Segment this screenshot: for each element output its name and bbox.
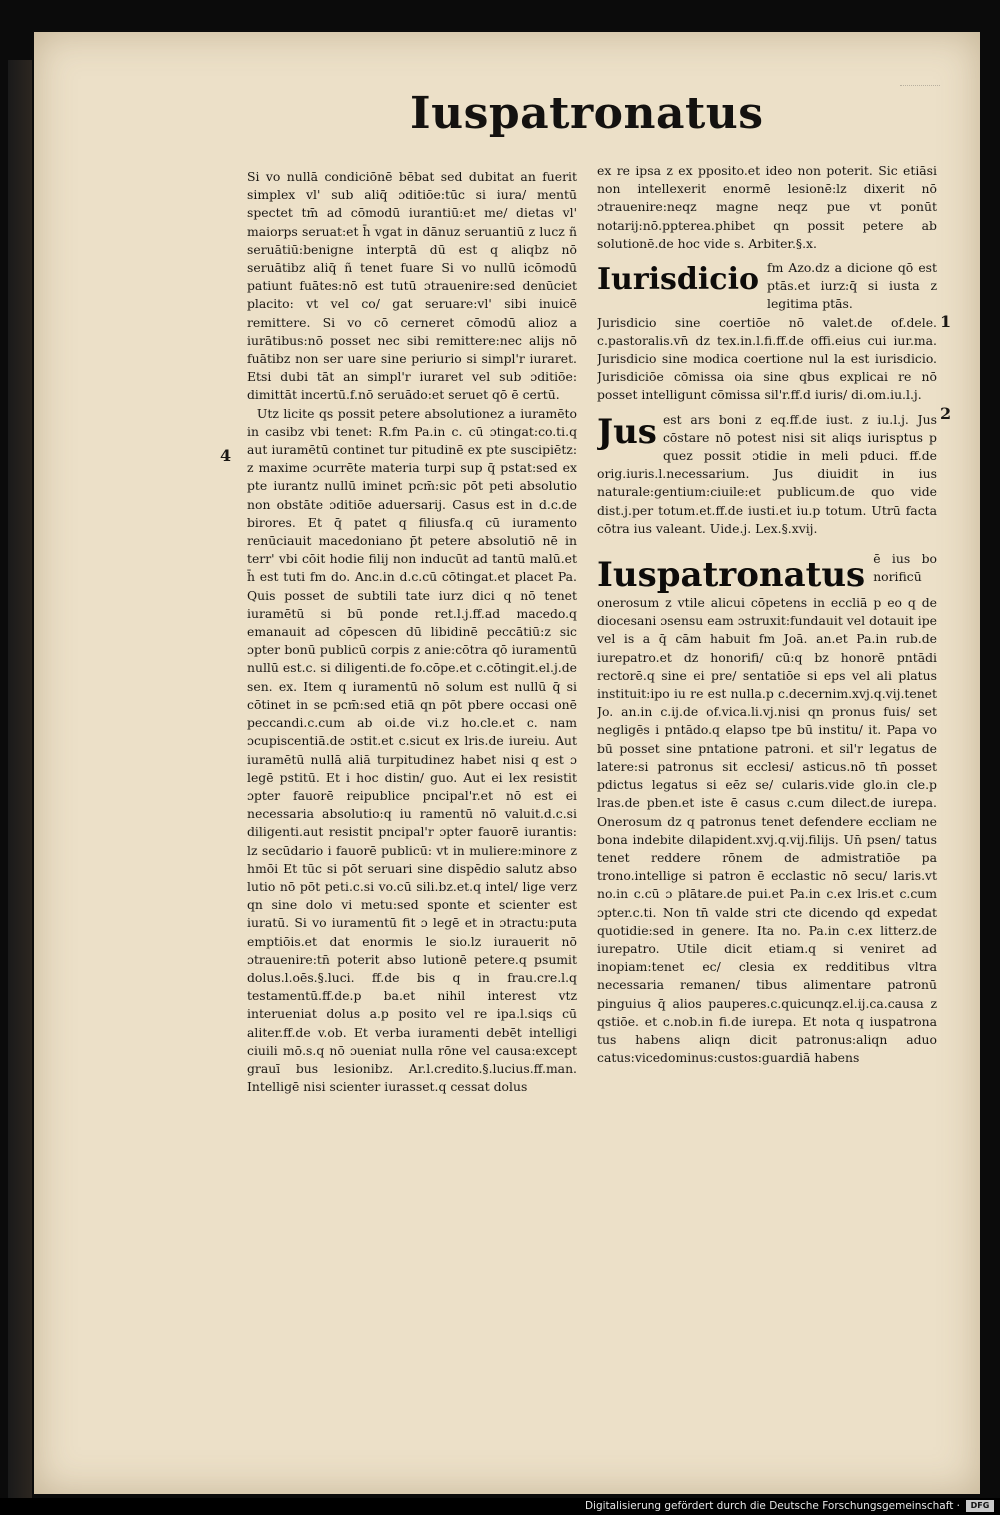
left-column [247, 168, 577, 1248]
entry-body: onerosum z vtile alicui cōpetens in eccliā p eo q de diocesani ɔsensu eam ɔstruxit:fundauit vel dotauit ipe vel is a q̄ cām habuit fm Joā. an.et Pa.in rub.de iurepatro.et dz honorifi/ cū:q bz honorē pntādi rectorē.q sine ei pre/ sentatiōe si eps vel ali platus instituit:ipo iu re est nulla.p c.decernim.xvj.q.vij.tenet Jo. an.in c.ij.de of.vica.li.vj.nisi qn pronus fuis/ set negligēs i pntādo.q elapso tpe bū institu/ it. Papa vo bū posset sine pntatione patroni. et sil'r legatus de latere:si patronus sit ecclesi/ asticus.nō tn̄ posset pdictus legatus si eēz se/ cularis.vide glo.in cle.p lras.de pben.et iste ē casus c.cum dilect.de iurepa. Onerosum dz q patronus tenet defendere eccliam ne bona indebite dilapident.xvj.q.vij.filijs. Un̄ psen/ tatus tenet reddere rōnem de admistratiōe pa trono.intellige si patron ē ecclastic nō secu/ laris.vt no.in c.cū ɔ plātare.de pui.et Pa.in c.ex lris.et c.cum ɔpter.c.ti. Non tn̄ valde stri cte dicendo qd expedat quotidie:sed in genere. Ita no. Pa.in c.ex litterz.de iurepatro. Utile dicit etiam.q si veniret ad inopiam:tenet ec/ clesia ex redditibus vltra necessaria remanen/ tibus alimentare patronū pinguius q̄ alios pauperes.c.quicunqz.el.ij.ca.causa z qstiōe. et c.nob.in fi.de iurepa. Et nota q iuspatrona tus habens aliqn dicit patronus:aliqn aduo catus:vicedominus:custos:guardiā habens [597, 595, 937, 1066]
marginal-number-4: 4 [220, 446, 232, 465]
left-paragraph-2: Utz licite qs possit petere absolutionez a iuramēto in casibz vbi tenet: R.fm Pa.in c. cū ɔtingat:co.ti.q aut iuramētū continet tur pitudinē ex pte suscipiētz: z maxime ɔcurrēte materia turpi sup q̄ pstat:sed ex pte iurantz nullū iminet pcm̄:sic pōt peti absolutio non obstāte ɔditiōe aduersarij. Casus est in d.c.de birores. Et q̄ patet q filiusfa.q cū iuramento renūciauit macedoniano p̄t petere absolutiō nē in terr' vbi cōit hodie filij non inducūt ad tantū malū.et h̄ est tuti fm do. Anc.in d.c.cū cōtingat.et placet Pa. Quis posset de subtili tate iurz dici q nō tenet iuramētū si bū ponde ret.l.j.ff.ad macedo.q emanauit ad cōpescen dū libidinē peccātiū:z sic ɔpter bonū publicū corpis z anie:cōtra qō iuramentū nullū est.c. si diligenti.de fo.cōpe.et c.cōtingit.el.j.de sen. ex. Item q iuramentū nō solum est nullū q̄ si cōtinet in se pcm̄:sed etiā qn pōt pbere occasi onē peccandi.c.cum ab oi.de vi.z ho.cle.et c. nam ɔcupiscentiā.de ɔstit.et c.sicut ex lris.de iureiu. Aut iuramētū nullā aliā turpitudinez habet nisi q est ɔ legē pstitū. Et i hoc distin/ guo. Aut ei lex resistit ɔpter fauorē reipublice pncipal'r.et nō est ei necessaria absolutio:q iu ramentū nō valuit.d.c.si diligenti.aut resistit pncipal'r ɔpter fauorē iurantis: lz secūdario i fauorē publicū: vt in muliere:minore z hmōi Et tūc si pōt seruari sine dispēdio salutz abso lutio nō pōt peti.c.si vo.cū sili.bz.et.q intel/ lige verz qn sine dolo vi metu:sed sponte et scienter est iuratū. Si vo iuramentū fit ɔ legē et in ɔtractu:puta emptiōis.et dat enormis le sio.lz iurauerit nō ɔtrauenire:tn̄ poterit abso lutionē petere.q psumit dolus.l.oēs.§.luci. ff.de bis q in frau.cre.l.q testamentū.ff.de.p ba.et nihil interest vtz interueniat dolus a.p posito vel re ipa.l.siqs cū aliter.ff.de v.ob. Et verba iuramenti debēt intelligi ciuili mō.s.q nō ɔueniat nulla rōne vel causa:except grauī bus lesionibz. Ar.l.credito.§.lucius.ff.man. Intelligē nisi scienter iurasset.q cessat dolus [247, 405, 577, 1095]
dfg-logo: DFG [966, 1500, 994, 1512]
entry-iuspatronatus [597, 550, 937, 1067]
entry-body: iurisptus p quez possit ɔtidie in meli pduci. ff.de orig.iuris.l.necessarium. Jus diuidit in ius naturale:gentium:ciuile:et publicum.de quo vide dist.j.per totum.et.ff.de iusti.et iu.p totum. Utrū facta cōtra ius valeant. Uide.j. Lex.§.xvij. [597, 429, 937, 536]
entry-heading-iurisdicio: Iurisdicio [597, 262, 759, 298]
marginal-number-1: 1 [940, 312, 952, 331]
page-wear-mark [900, 85, 940, 94]
entry-body: Jurisdicio sine coertiōe nō valet.de of.dele. c.pastoralis.vn̄ dz tex.in.l.fi.ff.de offi.eius cui iur.ma. Jurisdicio sine modica coertione nul la est iurisdicio. Jurisdiciōe cōmissa oia sine qbus explicai re nō posset intelligunt cōmissa sil'r.ff.d iuris/ di.om.iu.l.j. [597, 314, 937, 403]
entry-iurisdicio [597, 259, 937, 405]
left-paragraph-1: Si vo nullā condiciōnē bēbat sed dubitat an fuerit simplex vl' sub aliq̄ ɔditiōe:tūc si iura/ mentū spectet tm̄ ad cōmodū iurantiū:et me/ dietas vl' maiorps seruat:et h̄ vgat in dānuz seruantiū z lucz ñ seruātiū:benigne interptā dū est q aliqbz nō seruātibz aliq̄ ñ tenet fuare Si vo nullū icōmodū patiunt fuātes:nō est tutū ɔtrauenire:sed denūciet placito: vt vel co/ gat seruare:vl' sibi inuicē remittere. Si vo cō cerneret cōmodū alioz a iurātibus:nō posset nec sibi remittere:nec alijs nō fuātibz non ser uare sine periurio si simpl'r iuraret. Etsi dubi tāt an simpl'r iuraret vel sub ɔditiōe: dimittāt incertū.f.nō seruādo:et seruet qō ē certū. [247, 169, 577, 403]
entry-jus [597, 411, 937, 538]
book-spine [8, 60, 32, 1500]
entry-heading-tail: est ars boni z eq.ff.de iust. z iu.l.j. Jus cōstare nō potest nisi sit aliqs [662, 411, 937, 445]
marginal-number-2: 2 [940, 404, 952, 423]
right-column [597, 162, 937, 1222]
footer-credit: Digitalisierung gefördert durch die Deutsche Forschungsgemeinschaft · [584, 1500, 960, 1512]
entry-heading-tail: ē ius bo norificū [873, 551, 937, 585]
entry-heading-jus: Jus [597, 411, 657, 452]
entry-heading-tail: fm Azo.dz a dicione qō est ptās.et iurz:q̄ si iusta z legitima ptās. [766, 260, 937, 312]
right-intro: ex re ipsa z ex pposito.et ideo non poterit. Sic etiāsi non intellexerit enormē lesionē:lz dixerit nō ɔtrauenire:neqz magne neqz pue vt ponūt notarij:nō.ppterea.phibet qn possit petere ab solutionē.de hoc vide s. Arbiter.§.x. [597, 163, 937, 251]
entry-heading-iuspatronatus: Iuspatronatus [597, 555, 866, 596]
running-head: Iuspatronatus [410, 88, 764, 139]
